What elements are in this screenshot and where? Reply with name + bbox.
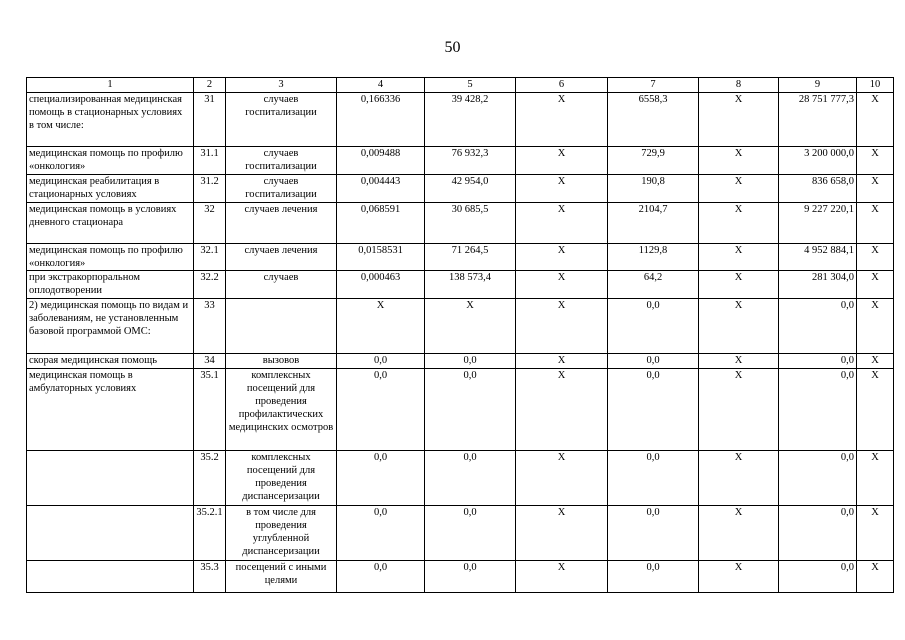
value-cell: 0,0 [608, 354, 699, 369]
value-cell: 3 200 000,0 [779, 147, 857, 175]
column-header: 10 [857, 78, 894, 93]
value-cell: X [857, 271, 894, 299]
value-cell: 0,0 [337, 369, 425, 451]
row-number: 35.2.1 [194, 506, 226, 561]
unit-cell: случаев [226, 271, 337, 299]
table-row [27, 93, 894, 147]
value-cell: 71 264,5 [425, 244, 516, 271]
row-description: 2) медицинская помощь по видам и заболеваниям, не установленным базовой программой ОМС: [27, 299, 194, 354]
value-cell: X [699, 451, 779, 506]
value-cell: 0,0 [779, 369, 857, 451]
value-cell: 0,0 [779, 561, 857, 593]
column-header: 3 [226, 78, 337, 93]
value-cell: 39 428,2 [425, 93, 516, 147]
value-cell: X [516, 147, 608, 175]
unit-cell: случаев лечения [226, 244, 337, 271]
value-cell: X [699, 369, 779, 451]
value-cell: 0,000463 [337, 271, 425, 299]
value-cell: X [857, 299, 894, 354]
table-header-row [27, 78, 894, 93]
row-number: 31 [194, 93, 226, 147]
table-row [27, 299, 894, 354]
value-cell: X [699, 354, 779, 369]
value-cell: X [857, 175, 894, 203]
value-cell: X [857, 451, 894, 506]
value-cell: 0,0 [608, 299, 699, 354]
value-cell: X [699, 244, 779, 271]
column-header: 9 [779, 78, 857, 93]
value-cell: 190,8 [608, 175, 699, 203]
value-cell: X [516, 175, 608, 203]
value-cell: X [857, 93, 894, 147]
value-cell: 9 227 220,1 [779, 203, 857, 244]
table-row [27, 506, 894, 561]
value-cell: 0,0 [608, 506, 699, 561]
column-header: 7 [608, 78, 699, 93]
value-cell: 836 658,0 [779, 175, 857, 203]
column-header: 4 [337, 78, 425, 93]
value-cell: 0,068591 [337, 203, 425, 244]
value-cell: X [857, 147, 894, 175]
column-header: 6 [516, 78, 608, 93]
value-cell: X [516, 203, 608, 244]
value-cell: X [699, 93, 779, 147]
value-cell: X [516, 354, 608, 369]
value-cell: 0,0 [425, 561, 516, 593]
unit-cell: случаев лечения [226, 203, 337, 244]
row-number: 32.2 [194, 271, 226, 299]
row-description: медицинская помощь в амбулаторных условиях [27, 369, 194, 451]
value-cell: X [699, 561, 779, 593]
row-description: медицинская помощь в условиях дневного стационара [27, 203, 194, 244]
value-cell: X [857, 369, 894, 451]
value-cell: 0,0 [337, 354, 425, 369]
page-number: 50 [444, 39, 461, 56]
row-number: 31.2 [194, 175, 226, 203]
value-cell: 4 952 884,1 [779, 244, 857, 271]
value-cell: 0,0 [425, 451, 516, 506]
row-description: скорая медицинская помощь [27, 354, 194, 369]
value-cell: 0,0 [337, 506, 425, 561]
value-cell: 0,0 [425, 506, 516, 561]
column-header: 1 [27, 78, 194, 93]
value-cell: X [699, 175, 779, 203]
value-cell: 0,0158531 [337, 244, 425, 271]
table-row [27, 369, 894, 451]
unit-cell: случаев госпитализации [226, 147, 337, 175]
row-description: медицинская помощь по профилю «онкология» [27, 147, 194, 175]
value-cell: 2104,7 [608, 203, 699, 244]
value-cell: X [516, 369, 608, 451]
value-cell: 6558,3 [608, 93, 699, 147]
row-number: 32.1 [194, 244, 226, 271]
value-cell: X [516, 93, 608, 147]
value-cell: 64,2 [608, 271, 699, 299]
unit-cell: посещений с иными целями [226, 561, 337, 593]
value-cell: X [857, 203, 894, 244]
value-cell: X [699, 147, 779, 175]
value-cell: 28 751 777,3 [779, 93, 857, 147]
value-cell: 0,0 [608, 451, 699, 506]
value-cell: X [699, 506, 779, 561]
value-cell: 76 932,3 [425, 147, 516, 175]
value-cell: X [425, 299, 516, 354]
value-cell: 138 573,4 [425, 271, 516, 299]
value-cell: X [857, 354, 894, 369]
value-cell: 0,0 [337, 451, 425, 506]
value-cell: 1129,8 [608, 244, 699, 271]
value-cell: X [516, 506, 608, 561]
table-row [27, 561, 894, 593]
value-cell: X [699, 203, 779, 244]
table-row [27, 147, 894, 175]
value-cell: 0,0 [425, 354, 516, 369]
row-number: 33 [194, 299, 226, 354]
value-cell: 0,0 [779, 506, 857, 561]
value-cell: 0,0 [608, 369, 699, 451]
row-number: 35.3 [194, 561, 226, 593]
row-number: 35.2 [194, 451, 226, 506]
row-description [27, 506, 194, 561]
financing-table [26, 77, 894, 593]
value-cell: 0,0 [425, 369, 516, 451]
value-cell: 0,004443 [337, 175, 425, 203]
value-cell: X [699, 271, 779, 299]
value-cell: 0,009488 [337, 147, 425, 175]
column-header: 2 [194, 78, 226, 93]
table-row [27, 203, 894, 244]
value-cell: 0,0 [779, 354, 857, 369]
value-cell: X [857, 561, 894, 593]
value-cell: X [516, 451, 608, 506]
table-row [27, 244, 894, 271]
unit-cell [226, 299, 337, 354]
value-cell: 0,0 [779, 299, 857, 354]
row-number: 31.1 [194, 147, 226, 175]
value-cell: 30 685,5 [425, 203, 516, 244]
value-cell: X [857, 244, 894, 271]
unit-cell: комплексных посещений для проведения диспансеризации [226, 451, 337, 506]
value-cell: 0,0 [608, 561, 699, 593]
value-cell: 0,0 [337, 561, 425, 593]
table-row [27, 451, 894, 506]
column-header: 8 [699, 78, 779, 93]
row-number: 32 [194, 203, 226, 244]
column-header: 5 [425, 78, 516, 93]
value-cell: 281 304,0 [779, 271, 857, 299]
value-cell: X [337, 299, 425, 354]
row-description [27, 451, 194, 506]
table-row [27, 354, 894, 369]
unit-cell: вызовов [226, 354, 337, 369]
row-description [27, 561, 194, 593]
unit-cell: в том числе для проведения углубленной диспансеризации [226, 506, 337, 561]
row-number: 35.1 [194, 369, 226, 451]
value-cell: 0,166336 [337, 93, 425, 147]
row-description: медицинская реабилитация в стационарных условиях [27, 175, 194, 203]
row-number: 34 [194, 354, 226, 369]
value-cell: 42 954,0 [425, 175, 516, 203]
unit-cell: случаев госпитализации [226, 93, 337, 147]
value-cell: X [516, 244, 608, 271]
value-cell: X [699, 299, 779, 354]
value-cell: 729,9 [608, 147, 699, 175]
value-cell: 0,0 [779, 451, 857, 506]
unit-cell: случаев госпитализации [226, 175, 337, 203]
value-cell: X [857, 506, 894, 561]
value-cell: X [516, 561, 608, 593]
row-description: при экстракорпоральном оплодотворении [27, 271, 194, 299]
unit-cell: комплексных посещений для проведения профилактических медицинских осмотров [226, 369, 337, 451]
value-cell: X [516, 271, 608, 299]
table-row [27, 175, 894, 203]
row-description: специализированная медицинская помощь в стационарных условиях в том числе: [27, 93, 194, 147]
row-description: медицинская помощь по профилю «онкология» [27, 244, 194, 271]
table-row [27, 271, 894, 299]
value-cell: X [516, 299, 608, 354]
